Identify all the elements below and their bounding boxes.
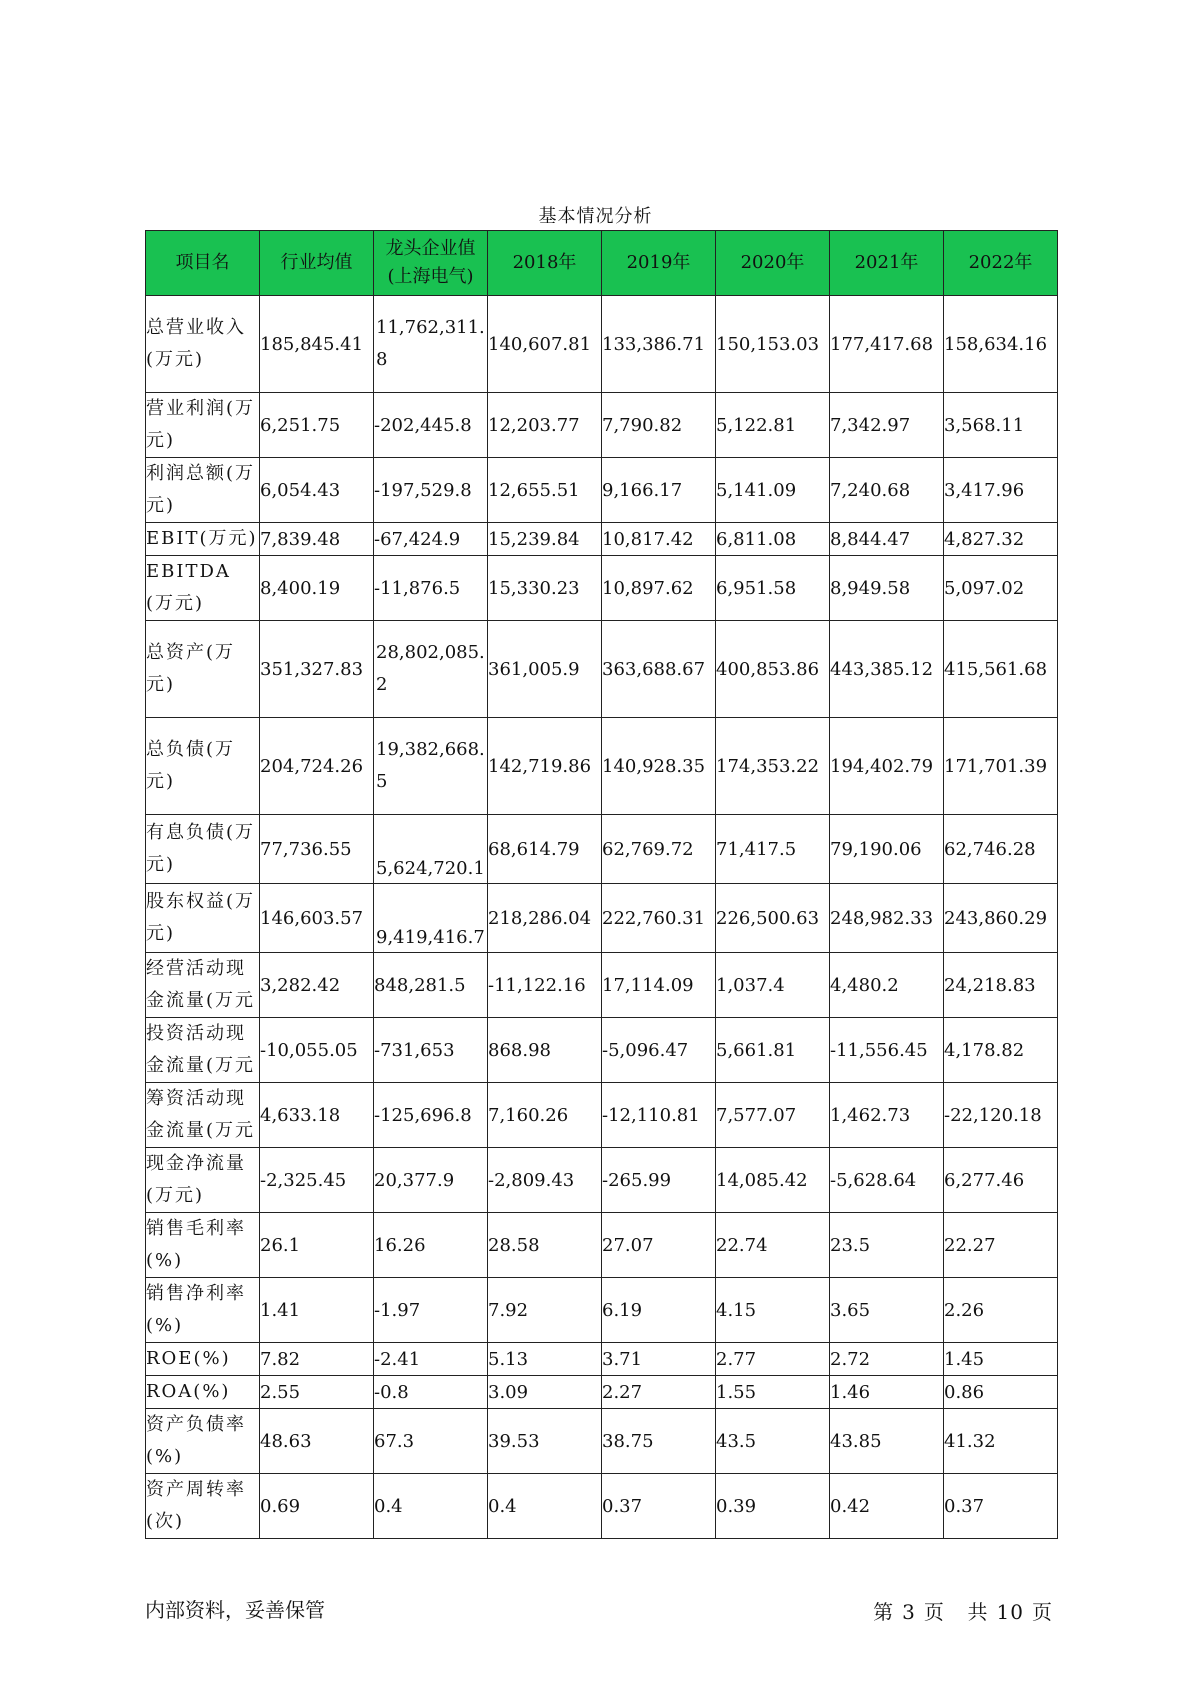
row-label: 筹资活动现金流量(万元	[146, 1083, 260, 1148]
industry-avg-cell: 4,633.18	[260, 1083, 374, 1148]
year-value-cell: 0.37	[944, 1474, 1058, 1539]
year-value-cell: -22,120.18	[944, 1083, 1058, 1148]
year-value-cell: 2.72	[830, 1343, 944, 1376]
leader-value-cell: -125,696.8	[374, 1083, 488, 1148]
year-value-cell: 194,402.79	[830, 718, 944, 815]
year-value-cell: 8,949.58	[830, 556, 944, 621]
year-value-cell: 41.32	[944, 1409, 1058, 1474]
industry-avg-cell: 8,400.19	[260, 556, 374, 621]
year-value-cell: 0.4	[488, 1474, 602, 1539]
year-value-cell: 3.65	[830, 1278, 944, 1343]
year-value-cell: 62,769.72	[602, 815, 716, 884]
year-value-cell: 5,122.81	[716, 393, 830, 458]
year-value-cell: 24,218.83	[944, 953, 1058, 1018]
industry-avg-cell: 7,839.48	[260, 523, 374, 556]
header-row	[146, 231, 1058, 296]
leader-value-cell: 9,419,416.7	[374, 884, 488, 953]
header-industry-avg: 行业均值	[260, 231, 374, 296]
year-value-cell: 3.09	[488, 1376, 602, 1409]
leader-value-cell: 0.4	[374, 1474, 488, 1539]
leader-value-cell: -0.8	[374, 1376, 488, 1409]
leader-value-cell: 16.26	[374, 1213, 488, 1278]
row-label: 销售净利率(%)	[146, 1278, 260, 1343]
industry-avg-cell: 146,603.57	[260, 884, 374, 953]
year-value-cell: 6,277.46	[944, 1148, 1058, 1213]
page-total: 10	[996, 1600, 1024, 1624]
table-row	[146, 1343, 1058, 1376]
year-value-cell: 0.37	[602, 1474, 716, 1539]
year-value-cell: 5,661.81	[716, 1018, 830, 1083]
table-row	[146, 1376, 1058, 1409]
year-value-cell: 12,655.51	[488, 458, 602, 523]
table-row	[146, 815, 1058, 884]
year-value-cell: 15,239.84	[488, 523, 602, 556]
row-label: 总资产(万元)	[146, 621, 260, 718]
leader-value-cell: -1.97	[374, 1278, 488, 1343]
year-value-cell: 222,760.31	[602, 884, 716, 953]
industry-avg-cell: 7.82	[260, 1343, 374, 1376]
industry-avg-cell: 204,724.26	[260, 718, 374, 815]
year-value-cell: 3,568.11	[944, 393, 1058, 458]
row-label: 总负债(万元)	[146, 718, 260, 815]
year-value-cell: 2.26	[944, 1278, 1058, 1343]
leader-value-cell: 19,382,668.5	[374, 718, 488, 815]
year-value-cell: 140,928.35	[602, 718, 716, 815]
leader-value-cell: -67,424.9	[374, 523, 488, 556]
year-value-cell: -12,110.81	[602, 1083, 716, 1148]
table-row	[146, 884, 1058, 953]
year-value-cell: 443,385.12	[830, 621, 944, 718]
industry-avg-cell: -10,055.05	[260, 1018, 374, 1083]
row-label: 营业利润(万元)	[146, 393, 260, 458]
industry-avg-cell: 6,054.43	[260, 458, 374, 523]
year-value-cell: 4,480.2	[830, 953, 944, 1018]
table-row	[146, 953, 1058, 1018]
row-label: 有息负债(万元)	[146, 815, 260, 884]
year-value-cell: 226,500.63	[716, 884, 830, 953]
year-value-cell: 3.71	[602, 1343, 716, 1376]
year-value-cell: 2.77	[716, 1343, 830, 1376]
page-prefix: 第	[873, 1600, 895, 1624]
leader-value-cell: 5,624,720.1	[374, 815, 488, 884]
year-value-cell: 6,811.08	[716, 523, 830, 556]
year-value-cell: 1.46	[830, 1376, 944, 1409]
table-row	[146, 1018, 1058, 1083]
year-value-cell: 7.92	[488, 1278, 602, 1343]
header-year-2018: 2018年	[488, 231, 602, 296]
year-value-cell: 14,085.42	[716, 1148, 830, 1213]
row-label: 销售毛利率(%)	[146, 1213, 260, 1278]
header-year-2021: 2021年	[830, 231, 944, 296]
industry-avg-cell: 6,251.75	[260, 393, 374, 458]
year-value-cell: 23.5	[830, 1213, 944, 1278]
year-value-cell: 6,951.58	[716, 556, 830, 621]
year-value-cell: 363,688.67	[602, 621, 716, 718]
year-value-cell: 5,097.02	[944, 556, 1058, 621]
total-unit: 页	[1032, 1600, 1053, 1624]
leader-value-cell: 11,762,311.8	[374, 296, 488, 393]
row-label: EBITDA(万元)	[146, 556, 260, 621]
row-label: ROA(%)	[146, 1376, 260, 1409]
year-value-cell: 177,417.68	[830, 296, 944, 393]
table-row	[146, 621, 1058, 718]
year-value-cell: 142,719.86	[488, 718, 602, 815]
year-value-cell: 9,166.17	[602, 458, 716, 523]
row-label: EBIT(万元)	[146, 523, 260, 556]
year-value-cell: 140,607.81	[488, 296, 602, 393]
leader-value-cell: -197,529.8	[374, 458, 488, 523]
table-row	[146, 1409, 1058, 1474]
year-value-cell: 27.07	[602, 1213, 716, 1278]
row-label: 现金净流量(万元)	[146, 1148, 260, 1213]
year-value-cell: 218,286.04	[488, 884, 602, 953]
year-value-cell: 79,190.06	[830, 815, 944, 884]
industry-avg-cell: -2,325.45	[260, 1148, 374, 1213]
year-value-cell: 8,844.47	[830, 523, 944, 556]
table-row	[146, 1213, 1058, 1278]
year-value-cell: 71,417.5	[716, 815, 830, 884]
year-value-cell: 0.42	[830, 1474, 944, 1539]
year-value-cell: 62,746.28	[944, 815, 1058, 884]
year-value-cell: 10,897.62	[602, 556, 716, 621]
year-value-cell: 7,342.97	[830, 393, 944, 458]
year-value-cell: -265.99	[602, 1148, 716, 1213]
header-year-2019: 2019年	[602, 231, 716, 296]
year-value-cell: 43.85	[830, 1409, 944, 1474]
year-value-cell: 243,860.29	[944, 884, 1058, 953]
leader-value-cell: -11,876.5	[374, 556, 488, 621]
year-value-cell: 7,577.07	[716, 1083, 830, 1148]
year-value-cell: 17,114.09	[602, 953, 716, 1018]
industry-avg-cell: 26.1	[260, 1213, 374, 1278]
page-current: 3	[902, 1600, 916, 1624]
leader-value-cell: 848,281.5	[374, 953, 488, 1018]
year-value-cell: 39.53	[488, 1409, 602, 1474]
year-value-cell: 43.5	[716, 1409, 830, 1474]
header-year-2022: 2022年	[944, 231, 1058, 296]
industry-avg-cell: 77,736.55	[260, 815, 374, 884]
header-leader-line1: 龙头企业值	[385, 238, 476, 259]
industry-avg-cell: 1.41	[260, 1278, 374, 1343]
row-label: ROE(%)	[146, 1343, 260, 1376]
year-value-cell: -5,628.64	[830, 1148, 944, 1213]
year-value-cell: -11,122.16	[488, 953, 602, 1018]
year-value-cell: 868.98	[488, 1018, 602, 1083]
year-value-cell: 22.74	[716, 1213, 830, 1278]
year-value-cell: 12,203.77	[488, 393, 602, 458]
row-label: 资产负债率(%)	[146, 1409, 260, 1474]
year-value-cell: 6.19	[602, 1278, 716, 1343]
year-value-cell: 68,614.79	[488, 815, 602, 884]
leader-value-cell: 28,802,085.2	[374, 621, 488, 718]
page-number	[869, 1596, 1057, 1625]
row-label: 利润总额(万元)	[146, 458, 260, 523]
total-prefix: 共	[967, 1600, 989, 1624]
year-value-cell: 38.75	[602, 1409, 716, 1474]
year-value-cell: 4.15	[716, 1278, 830, 1343]
table-row	[146, 1278, 1058, 1343]
year-value-cell: 4,178.82	[944, 1018, 1058, 1083]
year-value-cell: 10,817.42	[602, 523, 716, 556]
year-value-cell: 0.86	[944, 1376, 1058, 1409]
table-row	[146, 1148, 1058, 1213]
year-value-cell: 1.55	[716, 1376, 830, 1409]
year-value-cell: 1.45	[944, 1343, 1058, 1376]
year-value-cell: 0.39	[716, 1474, 830, 1539]
year-value-cell: 1,462.73	[830, 1083, 944, 1148]
table-row	[146, 718, 1058, 815]
industry-avg-cell: 351,327.83	[260, 621, 374, 718]
year-value-cell: -2,809.43	[488, 1148, 602, 1213]
table-row	[146, 1083, 1058, 1148]
row-label: 股东权益(万元)	[146, 884, 260, 953]
year-value-cell: 150,153.03	[716, 296, 830, 393]
year-value-cell: 3,417.96	[944, 458, 1058, 523]
year-value-cell: 158,634.16	[944, 296, 1058, 393]
leader-value-cell: -731,653	[374, 1018, 488, 1083]
year-value-cell: 248,982.33	[830, 884, 944, 953]
year-value-cell: 7,160.26	[488, 1083, 602, 1148]
year-value-cell: 171,701.39	[944, 718, 1058, 815]
row-label: 经营活动现金流量(万元	[146, 953, 260, 1018]
row-label: 投资活动现金流量(万元	[146, 1018, 260, 1083]
table-row	[146, 296, 1058, 393]
year-value-cell: 174,353.22	[716, 718, 830, 815]
year-value-cell: 5.13	[488, 1343, 602, 1376]
year-value-cell: 22.27	[944, 1213, 1058, 1278]
header-leader-line2: (上海电气)	[387, 266, 474, 287]
industry-avg-cell: 48.63	[260, 1409, 374, 1474]
leader-value-cell: -2.41	[374, 1343, 488, 1376]
leader-value-cell: -202,445.8	[374, 393, 488, 458]
year-value-cell: 28.58	[488, 1213, 602, 1278]
header-item-name: 项目名	[146, 231, 260, 296]
table-row	[146, 523, 1058, 556]
year-value-cell: -5,096.47	[602, 1018, 716, 1083]
leader-value-cell: 67.3	[374, 1409, 488, 1474]
row-label: 资产周转率(次)	[146, 1474, 260, 1539]
table-title: 基本情况分析	[538, 206, 653, 227]
table-row	[146, 1474, 1058, 1539]
year-value-cell: 133,386.71	[602, 296, 716, 393]
leader-value-cell: 20,377.9	[374, 1148, 488, 1213]
row-label: 总营业收入(万元)	[146, 296, 260, 393]
industry-avg-cell: 0.69	[260, 1474, 374, 1539]
header-year-2020: 2020年	[716, 231, 830, 296]
year-value-cell: 400,853.86	[716, 621, 830, 718]
year-value-cell: 5,141.09	[716, 458, 830, 523]
table-row	[146, 458, 1058, 523]
year-value-cell: -11,556.45	[830, 1018, 944, 1083]
year-value-cell: 7,240.68	[830, 458, 944, 523]
year-value-cell: 4,827.32	[944, 523, 1058, 556]
table-row	[146, 556, 1058, 621]
page-unit: 页	[923, 1600, 945, 1624]
year-value-cell: 2.27	[602, 1376, 716, 1409]
confidential-note: 内部资料，妥善保管	[145, 1598, 325, 1622]
financial-table	[145, 230, 1058, 1539]
header-leader-value	[374, 231, 488, 296]
year-value-cell: 1,037.4	[716, 953, 830, 1018]
year-value-cell: 361,005.9	[488, 621, 602, 718]
table-row	[146, 393, 1058, 458]
industry-avg-cell: 185,845.41	[260, 296, 374, 393]
year-value-cell: 415,561.68	[944, 621, 1058, 718]
year-value-cell: 15,330.23	[488, 556, 602, 621]
industry-avg-cell: 2.55	[260, 1376, 374, 1409]
year-value-cell: 7,790.82	[602, 393, 716, 458]
industry-avg-cell: 3,282.42	[260, 953, 374, 1018]
